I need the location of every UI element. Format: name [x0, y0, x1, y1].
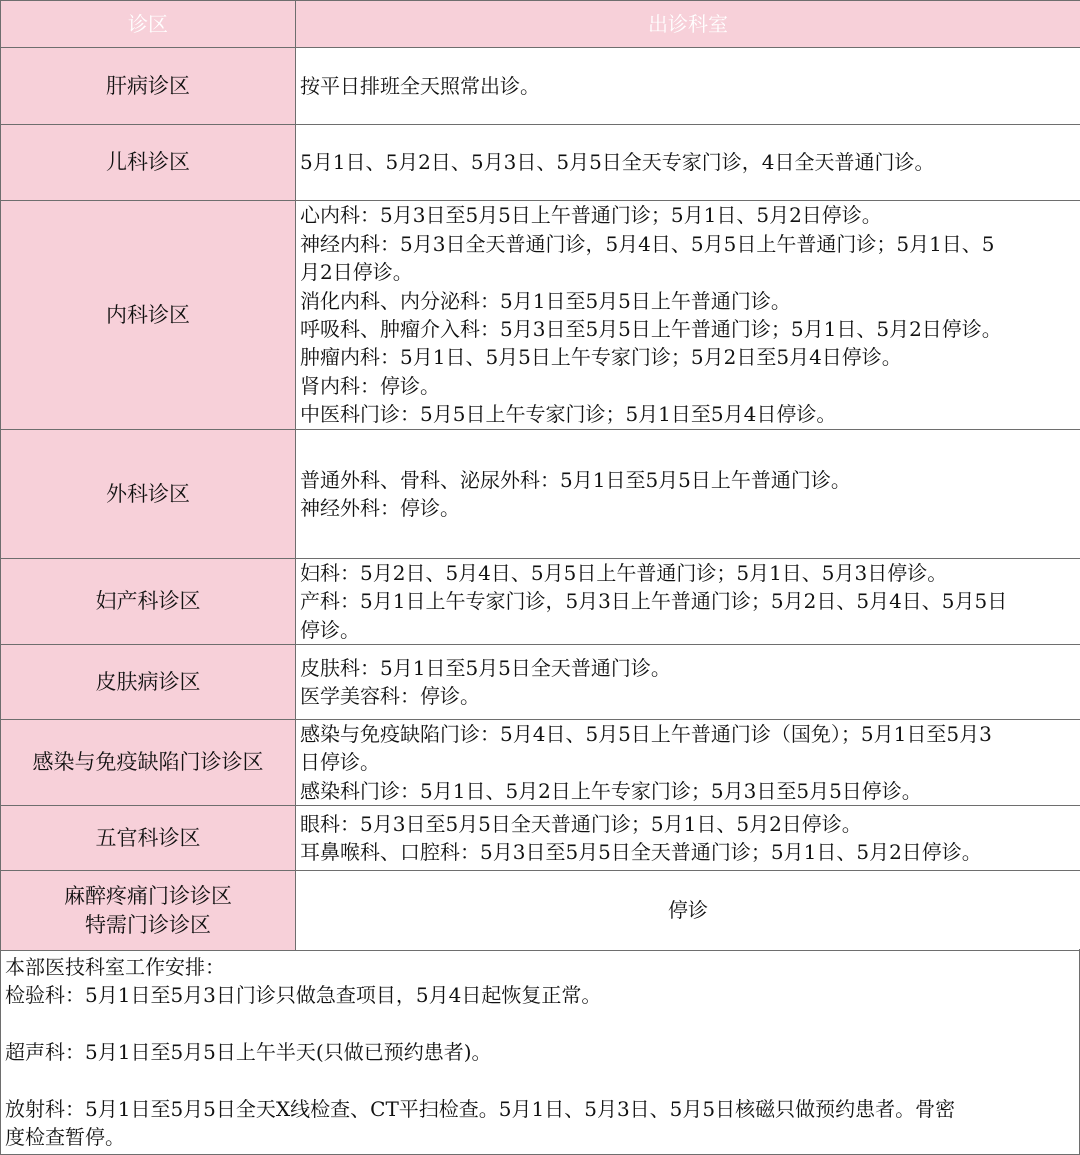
zone-label: 肝病诊区: [106, 73, 190, 98]
zone-label: 妇产科诊区: [95, 589, 201, 614]
dept-line: 耳鼻喉科、口腔科：5月3日至5月5日全天普通门诊；5月1日、5月2日停诊。: [300, 840, 982, 864]
zone-label: 外科诊区: [106, 481, 190, 506]
zone-label: 特需门诊诊区: [85, 912, 211, 937]
dept-cell: [296, 430, 1080, 559]
dept-line: 日停诊。: [300, 750, 380, 775]
dept-line: 心内科：5月3日至5月5日上午普通门诊；5月1日、5月2日停诊。: [300, 203, 882, 228]
zone-cell: [1, 201, 296, 430]
dept-line: 消化内科、内分泌科：5月1日至5月5日上午普通门诊。: [300, 288, 791, 313]
dept-cell: [296, 125, 1080, 201]
zone-label: 感染与免疫缺陷门诊诊区: [32, 750, 264, 775]
zone-cell: [1, 559, 296, 645]
dept-cell: [296, 48, 1080, 125]
dept-line: 皮肤科：5月1日至5月5日全天普通门诊。: [300, 655, 671, 680]
zone-label: 儿科诊区: [106, 150, 190, 175]
dept-line: 神经内科：5月3日全天普通门诊，5月4日、5月5日上午普通门诊；5月1日、5: [300, 231, 995, 256]
zone-cell: [1, 430, 296, 559]
dept-line: 停诊。: [300, 617, 360, 642]
dept-cell: [296, 201, 1080, 430]
dept-line: 月2日停诊。: [300, 260, 413, 285]
zone-cell: [1, 645, 296, 720]
dept-line: 感染与免疫缺陷门诊：5月4日、5月5日上午普通门诊（国免）；5月1日至5月3: [300, 721, 992, 746]
footer-line: [5, 1010, 1073, 1038]
zone-cell: [1, 871, 296, 951]
zone-cell: [1, 720, 296, 806]
zone-label: 麻醉疼痛门诊诊区: [64, 884, 232, 909]
zone-label: 内科诊区: [106, 302, 190, 327]
footer-line: 度检查暂停。: [5, 1125, 125, 1150]
zone-cell: [1, 125, 296, 201]
dept-line: 中医科门诊：5月5日上午专家门诊；5月1日至5月4日停诊。: [300, 402, 837, 427]
dept-cell: [296, 720, 1080, 806]
footer-line: 检验科：5月1日至5月3日门诊只做急查项目，5月4日起恢复正常。: [5, 983, 602, 1008]
dept-line: 5月1日、5月2日、5月3日、5月5日全天专家门诊，4日全天普通门诊。: [300, 150, 935, 175]
dept-line: 感染科门诊：5月1日、5月2日上午专家门诊；5月3日至5月5日停诊。: [300, 778, 922, 803]
dept-line: 呼吸科、肿瘤介入科：5月3日至5月5日上午普通门诊；5月1日、5月2日停诊。: [300, 317, 1002, 341]
tech-dept-notes: [0, 949, 1080, 1155]
dept-line: 妇科：5月2日、5月4日、5月5日上午普通门诊；5月1日、5月3日停诊。: [300, 560, 948, 585]
zone-label: 皮肤病诊区: [95, 669, 201, 694]
footer-line: 超声科：5月1日至5月5日上午半天(只做已预约患者)。: [5, 1040, 492, 1065]
footer-line: 本部医技科室工作安排：: [5, 955, 225, 979]
header-zone: 诊区: [1, 1, 296, 48]
zone-cell: [1, 48, 296, 125]
zone-cell: [1, 806, 296, 871]
dept-line: 肿瘤内科：5月1日、5月5日上午专家门诊；5月2日至5月4日停诊。: [300, 345, 902, 370]
dept-cell: [296, 559, 1080, 645]
dept-line: 眼科：5月3日至5月5日全天普通门诊；5月1日、5月2日停诊。: [300, 811, 862, 836]
dept-line: 按平日排班全天照常出诊。: [300, 73, 540, 98]
dept-line: 普通外科、骨科、泌尿外科：5月1日至5月5日上午普通门诊。: [300, 467, 851, 492]
dept-line: 神经外科：停诊。: [300, 496, 460, 520]
header-department: 出诊科室: [296, 1, 1080, 48]
dept-line: 产科：5月1日上午专家门诊，5月3日上午普通门诊；5月2日、5月4日、5月5日: [300, 589, 1008, 614]
footer-line: 放射科：5月1日至5月5日全天X线检查、CT平扫检查。5月1日、5月3日、5月5日核磁只做预约患者。骨密: [5, 1097, 956, 1121]
dept-line: 肾内科：停诊。: [300, 373, 440, 398]
footer-line: [5, 1067, 1073, 1095]
dept-cell: [296, 645, 1080, 720]
dept-cell: [296, 806, 1080, 871]
zone-label: 五官科诊区: [95, 825, 201, 850]
dept-line: 停诊: [668, 898, 708, 923]
dept-line: 医学美容科：停诊。: [300, 684, 480, 708]
dept-cell: [296, 871, 1080, 951]
